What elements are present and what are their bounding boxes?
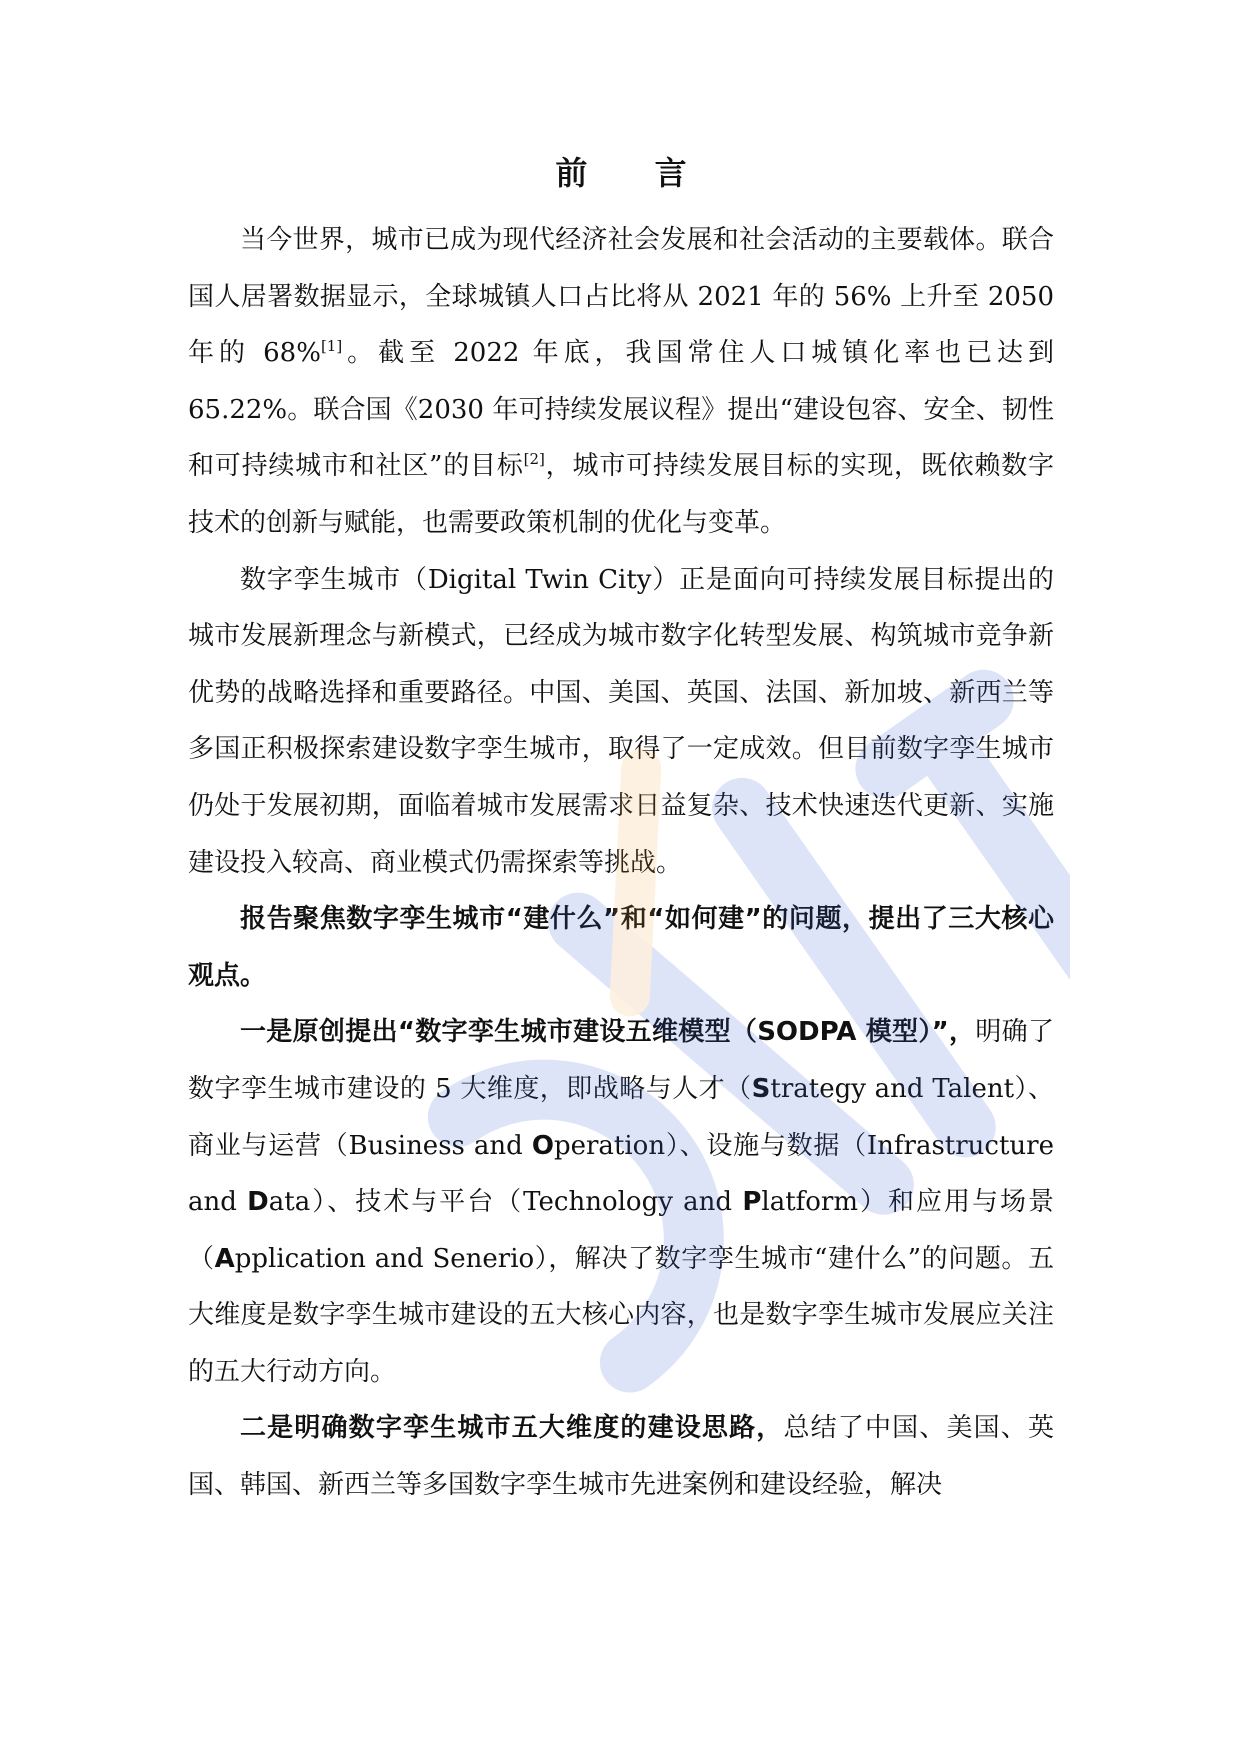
text-segment: O [531,1130,554,1161]
paragraph [188,1004,1054,1400]
text-segment: ，城市可持续发展目标的实现，既依赖数字技术的创新与赋能，也需要政策机制的优化与变革。 [188,451,1054,538]
text-segment: 明确了数字孪生城市建设的 5 大维度，即战略与人才（ [188,1017,1054,1104]
text-segment: P [742,1187,762,1218]
text-segment: 。截至 2022 年底，我国常住人口城镇化率也已达到 65.22%。联合国《2030 年可持续发展议程》提出“建设包容、安全、韧性和可持续城市和社区”的目标 [188,338,1054,482]
text-segment: trategy and Talent）、商业与运营（Business and [188,1073,1054,1161]
text-segment: A [214,1243,235,1274]
document-page [188,0,1054,1754]
text-segment: 当今世界，城市已成为现代经济社会发展和社会活动的主要载体。联合国人居署数据显示，全球城镇人口占比将从 2021 年的 56% 上升至 2050 年的 68% [188,225,1054,369]
paragraph [188,212,1054,552]
document-body [188,212,1054,1514]
text-segment: 数字孪生城市（Digital Twin City）正是面向可持续发展目标提出的城市发展新理念与新模式，已经成为城市数字化转型发展、构筑城市竞争新优势的战略选择和重要路径。中国、美国、英国、法国、新加坡、新西兰等多国正积极探索建设数字孪生城市，取得了一定成效。但目前数字孪生城市仍处于发展初期，面临着城市发展需求日益复杂、技术快速迭代更新、实施建设投入较高、商业模式仍需探索等挑战。 [188,564,1054,878]
text-segment: 一是原创提出“数字孪生城市建设五维模型（SODPA 模型）”， [240,1017,976,1048]
paragraph [188,1400,1054,1513]
page-title: 前 言 [555,154,715,192]
text-segment: pplication and Senerio），解决了数字孪生城市“建什么”的问题。五大维度是数字孪生城市建设的五大核心内容，也是数字孪生城市发展应关注的五大行动方向。 [188,1243,1054,1387]
text-segment: 报告聚焦数字孪生城市“建什么”和“如何建”的问题，提出了三大核心观点。 [188,904,1054,991]
text-segment: 二是明确数字孪生城市五大维度的建设思路， [240,1413,784,1444]
text-segment: 总结了中国、美国、英国、韩国、新西兰等多国数字孪生城市先进案例和建设经验，解决 [188,1413,1054,1501]
text-segment: D [247,1187,269,1218]
citation-ref: [2] [523,450,545,469]
paragraph [188,552,1054,892]
text-segment: ata）、技术与平台（Technology and [268,1187,743,1218]
paragraph [188,891,1054,1004]
text-segment: S [751,1073,771,1104]
citation-ref: [1] [320,337,343,356]
text-segment: peration）、设施与数据（Infrastructure and [188,1130,1054,1218]
text-segment: latform）和应用与场景（ [188,1187,1055,1274]
